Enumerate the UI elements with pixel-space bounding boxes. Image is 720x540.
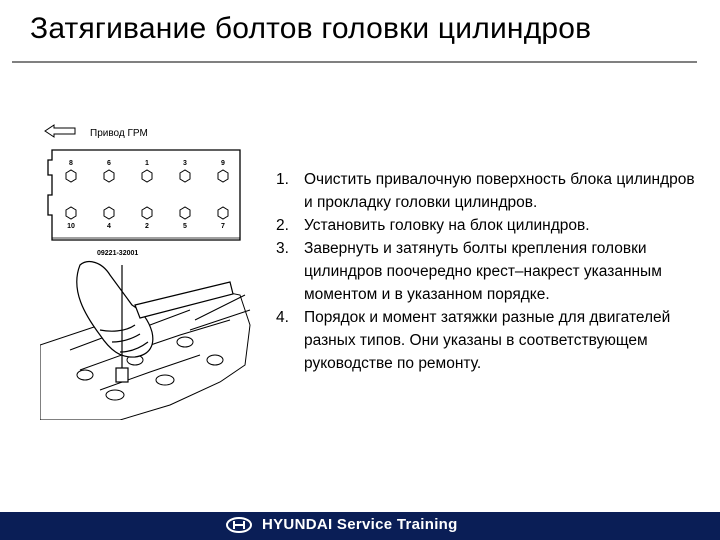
step-text: Очистить привалочную поверхность блока цилиндров и прокладку головки цилиндров.: [304, 171, 695, 211]
list-item: [276, 306, 696, 375]
bolt-order-number: 1: [145, 160, 149, 167]
step-number: 2.: [276, 217, 289, 234]
bolt-hex-icon: [218, 170, 228, 182]
list-item: [276, 214, 696, 237]
hyundai-logo-icon: [226, 517, 252, 533]
bolt-order-number: 10: [67, 223, 75, 230]
bolt-hex-icon: [218, 207, 228, 219]
bolt-hex-icon: [66, 170, 76, 182]
list-item: [276, 168, 696, 214]
title-divider: [12, 61, 697, 63]
step-number: 4.: [276, 309, 289, 326]
arrow-left-icon: [45, 125, 75, 137]
bolt-order-number: 6: [107, 160, 111, 167]
step-number: 1.: [276, 171, 289, 188]
bolt-hex-icon: [104, 207, 114, 219]
timing-drive-label: Привод ГРМ: [90, 128, 148, 139]
bolt-order-number: 7: [221, 223, 225, 230]
slide-title: Затягивание болтов головки цилиндров: [30, 12, 592, 45]
step-text: Установить головку на блок цилиндров.: [304, 217, 590, 234]
bolt-order-number: 3: [183, 160, 187, 167]
bolt-order-number: 4: [107, 223, 111, 230]
bolt-order-number: 9: [221, 160, 225, 167]
bolt-hex-icon: [142, 207, 152, 219]
procedure-steps: [276, 168, 696, 375]
bolt-hex-icon: [66, 207, 76, 219]
bolt-hex-icon: [142, 170, 152, 182]
step-text: Порядок и момент затяжки разные для двигателей разных типов. Они указаны в соответствующем руководстве по ремонту.: [304, 309, 671, 372]
bolt-order-number: 8: [69, 160, 73, 167]
tool-part-number: 09221-32001: [97, 250, 139, 257]
list-item: [276, 237, 696, 306]
step-number: 3.: [276, 240, 289, 257]
bolt-hex-icon: [180, 207, 190, 219]
bolt-tightening-figure: [40, 120, 265, 420]
bolt-order-number: 2: [145, 223, 149, 230]
step-text: Завернуть и затянуть болты крепления головки цилиндров поочередно крест–накрест указанным моментом и в указанном порядке.: [304, 240, 662, 303]
bolt-order-number: 5: [183, 223, 187, 230]
footer-brand-text: HYUNDAI Service Training: [262, 516, 458, 533]
bolt-hex-icon: [104, 170, 114, 182]
bolt-hex-icon: [180, 170, 190, 182]
